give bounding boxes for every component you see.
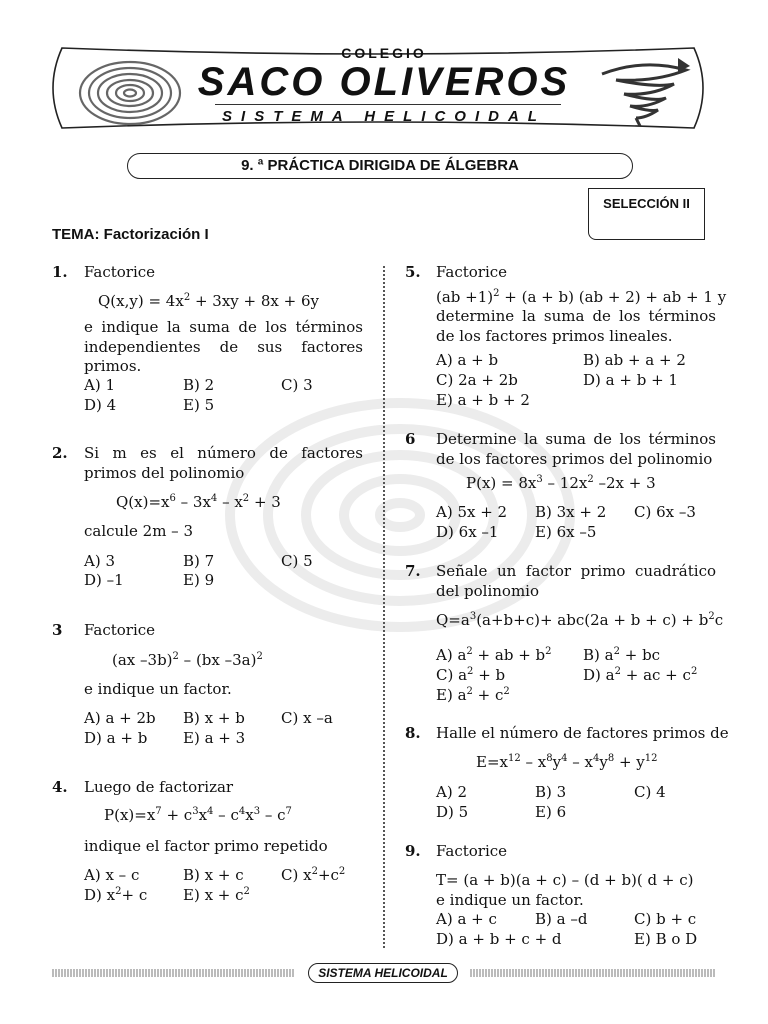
option-b: B) ab + a + 2 bbox=[583, 351, 686, 369]
question-text: determine la suma de los términos de los factores primos lineales. bbox=[436, 307, 716, 345]
option-c: C) $a^2 + b$ bbox=[436, 666, 506, 684]
question-text: Si m es el número de factores primos del polinomio bbox=[84, 444, 363, 482]
question-intro: Factorice bbox=[436, 263, 508, 281]
question-text: Halle el número de factores primos de bbox=[436, 724, 729, 742]
question-number: 1. bbox=[52, 263, 68, 281]
question-expression: T= (a + b)(a + c) – (d + b)( d + c) bbox=[436, 871, 694, 889]
option-c: C) 4 bbox=[634, 783, 666, 801]
option-e: E) $x + c^2$ bbox=[183, 886, 250, 904]
option-d: D) a + b bbox=[84, 729, 148, 747]
question-text: e indique la suma de los términos independientes de sus factores primos. bbox=[84, 318, 363, 375]
question-intro: Factorice bbox=[84, 263, 156, 281]
option-a: A) 2 bbox=[436, 783, 467, 801]
option-b: B) 7 bbox=[183, 552, 215, 570]
question-expression: $P(x) = 8x^3 - 12x^2$ –2x + 3 bbox=[466, 474, 656, 492]
option-a: A) a + c bbox=[436, 910, 497, 928]
question-followup: e indique un factor. bbox=[436, 891, 584, 909]
option-b: B) 3 bbox=[535, 783, 567, 801]
question-followup: indique el factor primo repetido bbox=[84, 837, 328, 855]
system-name: SISTEMA HELICOIDAL bbox=[222, 108, 546, 125]
option-c: C) 5 bbox=[281, 552, 313, 570]
question-intro: Factorice bbox=[436, 842, 508, 860]
question-number: 6 bbox=[405, 430, 416, 448]
option-d: D) 5 bbox=[436, 803, 469, 821]
option-d: D) 4 bbox=[84, 396, 117, 414]
option-e: E) a + 3 bbox=[183, 729, 246, 747]
option-a: A) x – c bbox=[84, 866, 140, 884]
question-text: Señale un factor primo cuadrático del polinomio bbox=[436, 562, 716, 600]
option-d: D) $a^2$ + ac + $c^2$ bbox=[583, 666, 698, 684]
option-c: C) x –a bbox=[281, 709, 333, 727]
option-e: E) $a^2 + c^2$ bbox=[436, 686, 510, 704]
school-name: SACO OLIVEROS bbox=[197, 60, 571, 104]
option-b: B) a –d bbox=[535, 910, 588, 928]
option-d: D) –1 bbox=[84, 571, 124, 589]
spiral-watermark-icon bbox=[220, 390, 580, 640]
question-number: 9. bbox=[405, 842, 421, 860]
option-e: E) B o D bbox=[634, 930, 698, 948]
question-expression: $E=x^{12} - x^8y^4 - x^4y^8 + y^{12}$ bbox=[476, 753, 658, 771]
option-c: C) b + c bbox=[634, 910, 697, 928]
option-a: A) a + 2b bbox=[84, 709, 156, 727]
footer-bars-right bbox=[470, 969, 716, 977]
option-b: B) $a^2$ + bc bbox=[583, 646, 661, 664]
option-e: E) 9 bbox=[183, 571, 215, 589]
option-d: D) a + b + c + d bbox=[436, 930, 562, 948]
question-number: 2. bbox=[52, 444, 68, 462]
option-b: B) x + c bbox=[183, 866, 244, 884]
option-d: D) $x^2+ c$ bbox=[84, 886, 148, 904]
question-number: 5. bbox=[405, 263, 421, 281]
question-expression: (ab +1)$^2$ + (a + b) (ab + 2) + ab + 1 y bbox=[436, 288, 727, 306]
option-a: A) 5x + 2 bbox=[436, 503, 508, 521]
option-b: B) x + b bbox=[183, 709, 245, 727]
selection-label: SELECCIÓN II bbox=[603, 196, 690, 211]
option-c: C) 6x –3 bbox=[634, 503, 696, 521]
option-c: C) 3 bbox=[281, 376, 313, 394]
question-number: 8. bbox=[405, 724, 421, 742]
school-name-rule bbox=[215, 104, 561, 105]
option-a: A) 1 bbox=[84, 376, 115, 394]
page-title: 9. ª PRÁCTICA DIRIGIDA DE ÁLGEBRA bbox=[241, 157, 519, 174]
option-d: D) a + b + 1 bbox=[583, 371, 678, 389]
option-e: E) a + b + 2 bbox=[436, 391, 530, 409]
question-expression: $Q=a^3(a+b+c)+ abc(2a + b + c) + b^2c$ bbox=[436, 611, 724, 629]
option-a: A) 3 bbox=[84, 552, 115, 570]
question-intro: Factorice bbox=[84, 621, 156, 639]
question-expression: $Q(x,y) = 4x^2 + 3xy + 8x + 6y$ bbox=[98, 292, 319, 310]
option-e: E) 5 bbox=[183, 396, 215, 414]
question-followup: calcule 2m – 3 bbox=[84, 522, 193, 540]
question-number: 4. bbox=[52, 778, 68, 796]
question-number: 3 bbox=[52, 621, 63, 639]
option-c: C) 2a + 2b bbox=[436, 371, 518, 389]
option-b: B) 2 bbox=[183, 376, 215, 394]
question-expression: (ax –3b)$^2$ – (bx –3a)$^2$ bbox=[112, 651, 263, 669]
question-number: 7. bbox=[405, 562, 421, 580]
topic-heading: TEMA: Factorización I bbox=[52, 226, 209, 243]
option-e: E) 6 bbox=[535, 803, 567, 821]
option-d: D) 6x –1 bbox=[436, 523, 499, 541]
option-c: C) $x^2+c^2$ bbox=[281, 866, 346, 884]
option-e: E) 6x –5 bbox=[535, 523, 597, 541]
question-intro: Luego de factorizar bbox=[84, 778, 234, 796]
question-followup: e indique un factor. bbox=[84, 680, 232, 698]
question-expression: $Q(x)=x^6 - 3x^4 - x^2 + 3$ bbox=[116, 493, 281, 511]
option-a: A) a + b bbox=[436, 351, 499, 369]
question-text: Determine la suma de los términos de los factores primos del polinomio bbox=[436, 430, 716, 468]
school-label: COLEGIO bbox=[341, 45, 427, 61]
column-divider bbox=[383, 266, 385, 948]
option-a: A) $a^2$ + ab + $b^2$ bbox=[436, 646, 552, 664]
footer-bars-left bbox=[52, 969, 296, 977]
footer-label: SISTEMA HELICOIDAL bbox=[318, 966, 448, 980]
question-expression: $P(x)=x^7 + c^3x^4 - c^4x^3 - c^7$ bbox=[104, 806, 292, 824]
option-b: B) 3x + 2 bbox=[535, 503, 607, 521]
